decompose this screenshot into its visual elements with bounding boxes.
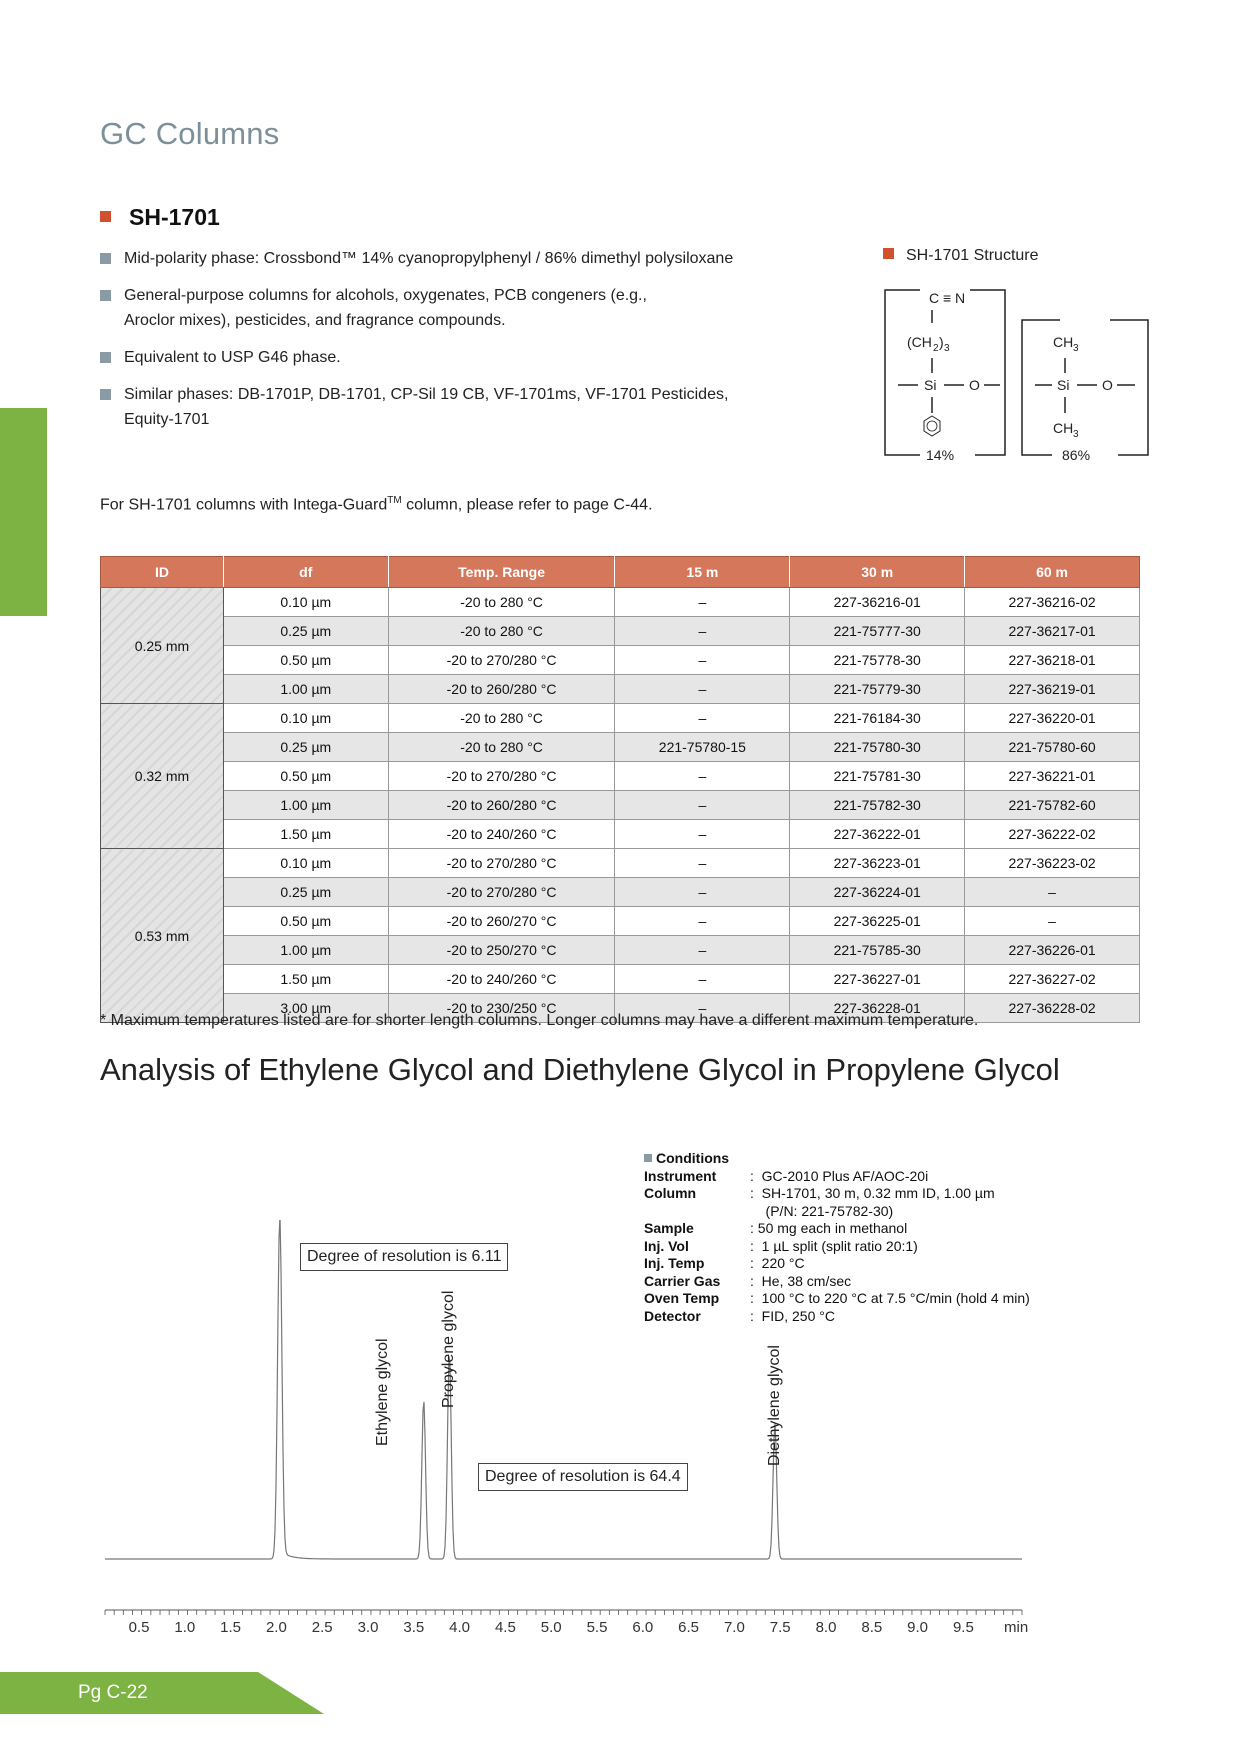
section-side-tab	[0, 408, 47, 616]
id-cell: 0.25 mm	[101, 588, 224, 704]
col-header-60m: 60 m	[965, 557, 1140, 588]
col-header-30m: 30 m	[790, 557, 965, 588]
id-cell: 0.53 mm	[101, 849, 224, 1023]
temp-range-cell: -20 to 260/280 °C	[388, 791, 615, 820]
phenyl-ring-icon	[924, 416, 940, 436]
temp-range-cell: -20 to 270/280 °C	[388, 762, 615, 791]
table-row	[101, 588, 1140, 617]
heading-square-icon	[883, 248, 894, 259]
table-row	[101, 849, 1140, 878]
condition-value: : 220 °C	[750, 1255, 805, 1271]
bullet-square-icon	[100, 290, 111, 301]
page-number: Pg C-22	[78, 1682, 148, 1703]
condition-value: : GC-2010 Plus AF/AOC-20i	[750, 1167, 929, 1184]
df-cell: 1.50 µm	[223, 820, 388, 849]
section-title: Analysis of Ethylene Glycol and Diethylene Glycol in Propylene Glycol	[100, 1052, 1060, 1087]
table-row	[101, 617, 1140, 646]
svg-text:Si: Si	[924, 377, 937, 393]
part-60m-cell: 227-36228-02	[965, 994, 1140, 1023]
x-tick-label: 6.0	[632, 1619, 654, 1636]
x-tick-label: 2.0	[265, 1619, 287, 1636]
part-15m-cell: –	[615, 675, 790, 704]
table-row	[101, 762, 1140, 791]
temp-range-cell: -20 to 280 °C	[388, 704, 615, 733]
percent-14: 14%	[926, 447, 955, 463]
table-row	[101, 965, 1140, 994]
intega-guard-note	[100, 495, 653, 514]
part-30m-cell: 221-75780-30	[790, 733, 965, 762]
column-catalog-table	[100, 556, 1140, 1023]
df-cell: 1.00 µm	[223, 675, 388, 704]
df-cell: 3.00 µm	[223, 994, 388, 1023]
heading-square-icon	[100, 211, 111, 222]
condition-row	[644, 1168, 1030, 1186]
page-title: GC Columns	[100, 116, 280, 151]
part-15m-cell: –	[615, 994, 790, 1023]
structure-label	[883, 247, 1039, 265]
part-15m-cell: –	[615, 820, 790, 849]
part-15m-cell: –	[615, 704, 790, 733]
condition-value: : 1 µL split (split ratio 20:1)	[750, 1237, 918, 1254]
feature-text: Equivalent to USP G46 phase.	[124, 349, 341, 366]
part-60m-cell: 227-36221-01	[965, 762, 1140, 791]
x-tick-label: 8.5	[861, 1619, 883, 1636]
feature-item	[100, 283, 780, 333]
part-30m-cell: 221-75781-30	[790, 762, 965, 791]
condition-value: (P/N: 221-75782-30)	[750, 1202, 894, 1219]
chromatogram-trace	[105, 1220, 1022, 1559]
temp-range-cell: -20 to 280 °C	[388, 733, 615, 762]
table-row	[101, 936, 1140, 965]
x-tick-label: 1.5	[220, 1619, 242, 1636]
temp-range-cell: -20 to 280 °C	[388, 588, 615, 617]
x-tick-label: 4.0	[449, 1619, 471, 1636]
part-15m-cell: –	[615, 762, 790, 791]
df-cell: 0.25 µm	[223, 878, 388, 907]
conditions-title: Conditions	[656, 1150, 730, 1166]
temp-range-cell: -20 to 260/280 °C	[388, 675, 615, 704]
condition-key: Detector	[644, 1307, 701, 1324]
feature-text: Similar phases: DB-1701P, DB-1701, CP-Sil 19 CB, VF-1701ms, VF-1701 Pesticides, Equity-1701	[124, 386, 729, 428]
x-tick-label: 3.0	[357, 1619, 379, 1636]
x-axis-unit: min	[1004, 1619, 1029, 1636]
part-60m-cell: 227-36216-02	[965, 588, 1140, 617]
condition-key: Sample	[644, 1220, 694, 1236]
part-15m-cell: –	[615, 936, 790, 965]
part-15m-cell: –	[615, 849, 790, 878]
product-heading	[100, 204, 220, 231]
df-cell: 0.50 µm	[223, 646, 388, 675]
part-15m-cell: –	[615, 878, 790, 907]
table-row	[101, 820, 1140, 849]
condition-key: Inj. Vol	[644, 1237, 689, 1254]
feature-item	[100, 345, 780, 370]
df-cell: 0.25 µm	[223, 617, 388, 646]
table-row	[101, 733, 1140, 762]
part-15m-cell: –	[615, 646, 790, 675]
peak-label-diethylene-glycol: Diethylene glycol	[766, 1345, 783, 1466]
x-tick-label: 5.5	[586, 1619, 608, 1636]
col-header-temp-range: Temp. Range	[388, 557, 615, 588]
condition-row	[644, 1203, 1030, 1221]
df-cell: 0.50 µm	[223, 762, 388, 791]
part-15m-cell: –	[615, 588, 790, 617]
bullet-square-icon	[100, 352, 111, 363]
part-15m-cell: –	[615, 907, 790, 936]
part-30m-cell: 221-75782-30	[790, 791, 965, 820]
condition-value: : He, 38 cm/sec	[750, 1272, 852, 1289]
col-header-df: df	[223, 557, 388, 588]
svg-text:O: O	[969, 377, 980, 393]
note-text: For SH-1701 columns with Intega-Guard	[100, 496, 388, 514]
x-tick-label: 1.0	[174, 1619, 196, 1636]
chemical-structure-diagram	[880, 285, 1150, 465]
df-cell: 1.00 µm	[223, 936, 388, 965]
part-60m-cell: 221-75780-60	[965, 733, 1140, 762]
product-name: SH-1701	[129, 204, 220, 230]
part-15m-cell: 221-75780-15	[615, 733, 790, 762]
temp-range-cell: -20 to 270/280 °C	[388, 849, 615, 878]
page-number-tab	[0, 1672, 324, 1714]
condition-value: : 100 °C to 220 °C at 7.5 °C/min (hold 4 min)	[750, 1290, 1030, 1306]
table-row	[101, 646, 1140, 675]
condition-value: : 50 mg each in methanol	[750, 1220, 908, 1236]
condition-key: Instrument	[644, 1167, 717, 1184]
col-header-15m: 15 m	[615, 557, 790, 588]
part-15m-cell: –	[615, 617, 790, 646]
condition-value: : SH-1701, 30 m, 0.32 mm ID, 1.00 µm	[750, 1185, 995, 1201]
temp-range-cell: -20 to 240/260 °C	[388, 820, 615, 849]
feature-text: Mid-polarity phase: Crossbond™ 14% cyanopropylphenyl / 86% dimethyl polysiloxane	[124, 250, 734, 267]
table-row	[101, 791, 1140, 820]
part-60m-cell: 227-36222-02	[965, 820, 1140, 849]
x-tick-label: 9.5	[952, 1619, 974, 1636]
table-row	[101, 907, 1140, 936]
condition-key: Inj. Temp	[644, 1255, 705, 1271]
part-60m-cell: 227-36218-01	[965, 646, 1140, 675]
svg-text:CH: CH	[1053, 420, 1074, 436]
x-tick-label: 6.5	[678, 1619, 700, 1636]
x-tick-label: 2.5	[311, 1619, 333, 1636]
temp-range-cell: -20 to 280 °C	[388, 617, 615, 646]
part-30m-cell: 221-75777-30	[790, 617, 965, 646]
part-60m-cell: 221-75782-60	[965, 791, 1140, 820]
part-60m-cell: –	[965, 878, 1140, 907]
part-60m-cell: 227-36217-01	[965, 617, 1140, 646]
x-tick-label: 4.5	[494, 1619, 516, 1636]
structure-label-text: SH-1701 Structure	[906, 247, 1039, 264]
part-30m-cell: 227-36224-01	[790, 878, 965, 907]
x-tick-label: 7.0	[723, 1619, 745, 1636]
df-cell: 1.50 µm	[223, 965, 388, 994]
x-tick-label: 9.0	[907, 1619, 929, 1636]
x-tick-label: 0.5	[128, 1619, 150, 1636]
trademark: TM	[387, 495, 402, 506]
table-row	[101, 878, 1140, 907]
part-30m-cell: 227-36227-01	[790, 965, 965, 994]
part-30m-cell: 227-36223-01	[790, 849, 965, 878]
condition-value: : FID, 250 °C	[750, 1307, 835, 1324]
df-cell: 0.50 µm	[223, 907, 388, 936]
feature-list	[100, 246, 780, 444]
temp-range-cell: -20 to 270/280 °C	[388, 646, 615, 675]
chromatogram	[100, 1220, 1040, 1645]
condition-key: Column	[644, 1185, 697, 1201]
bullet-square-icon	[100, 389, 111, 400]
resolution-annotation-1: Degree of resolution is 6.11	[300, 1243, 508, 1271]
part-30m-cell: 227-36216-01	[790, 588, 965, 617]
part-30m-cell: 221-76184-30	[790, 704, 965, 733]
part-30m-cell: 227-36225-01	[790, 907, 965, 936]
svg-text:O: O	[1102, 377, 1113, 393]
svg-text:): )	[939, 334, 944, 350]
feature-item	[100, 246, 780, 271]
part-60m-cell: 227-36226-01	[965, 936, 1140, 965]
feature-text: General-purpose columns for alcohols, oxygenates, PCB congeners (e.g., Aroclor mixes), pesticides, and fragrance compounds.	[124, 287, 647, 329]
condition-key: Carrier Gas	[644, 1272, 721, 1289]
part-30m-cell: 227-36222-01	[790, 820, 965, 849]
df-cell: 0.10 µm	[223, 588, 388, 617]
table-header-row	[101, 557, 1140, 588]
percent-86: 86%	[1062, 447, 1091, 463]
x-tick-label: 8.0	[815, 1619, 837, 1636]
temp-range-cell: -20 to 270/280 °C	[388, 878, 615, 907]
bullet-square-icon	[100, 253, 111, 264]
part-60m-cell: 227-36227-02	[965, 965, 1140, 994]
part-60m-cell: 227-36223-02	[965, 849, 1140, 878]
note-text: column, please refer to page C-44.	[401, 496, 653, 514]
cyano-group: C ≡ N	[929, 290, 966, 306]
temp-range-cell: -20 to 240/260 °C	[388, 965, 615, 994]
temp-range-cell: -20 to 260/270 °C	[388, 907, 615, 936]
svg-text:CH: CH	[1053, 334, 1074, 350]
condition-row	[644, 1185, 1030, 1203]
part-30m-cell: 221-75779-30	[790, 675, 965, 704]
part-15m-cell: –	[615, 965, 790, 994]
part-60m-cell: –	[965, 907, 1140, 936]
temp-range-cell: -20 to 250/270 °C	[388, 936, 615, 965]
df-cell: 0.10 µm	[223, 849, 388, 878]
part-30m-cell: 221-75785-30	[790, 936, 965, 965]
part-15m-cell: –	[615, 791, 790, 820]
bullet-square-icon	[644, 1154, 652, 1162]
df-cell: 0.10 µm	[223, 704, 388, 733]
part-60m-cell: 227-36220-01	[965, 704, 1140, 733]
part-60m-cell: 227-36219-01	[965, 675, 1140, 704]
resolution-annotation-2: Degree of resolution is 64.4	[478, 1463, 688, 1491]
condition-key: Oven Temp	[644, 1290, 720, 1306]
svg-text:3: 3	[944, 343, 950, 354]
col-header-id: ID	[101, 557, 224, 588]
peak-label-ethylene-glycol: Ethylene glycol	[374, 1338, 391, 1446]
temp-range-cell: -20 to 230/250 °C	[388, 994, 615, 1023]
condition-key	[644, 1203, 750, 1221]
part-30m-cell: 221-75778-30	[790, 646, 965, 675]
chromatogram-plot	[100, 1220, 1040, 1640]
x-tick-label: 3.5	[403, 1619, 425, 1636]
svg-text:Si: Si	[1057, 377, 1070, 393]
svg-text:3: 3	[1073, 343, 1079, 354]
table-row	[101, 675, 1140, 704]
x-tick-label: 7.5	[769, 1619, 791, 1636]
feature-item	[100, 382, 780, 432]
df-cell: 0.25 µm	[223, 733, 388, 762]
df-cell: 1.00 µm	[223, 791, 388, 820]
x-tick-label: 5.0	[540, 1619, 562, 1636]
table-row	[101, 704, 1140, 733]
svg-text:3: 3	[1073, 429, 1079, 440]
svg-text:(CH: (CH	[907, 334, 932, 350]
peak-label-propylene-glycol: Propylene glycol	[440, 1290, 457, 1408]
table-footnote: * Maximum temperatures listed are for shorter length columns. Longer columns may have a different maximum temperature.	[100, 1012, 979, 1029]
conditions-heading	[644, 1150, 1030, 1168]
id-cell: 0.32 mm	[101, 704, 224, 849]
part-30m-cell: 227-36228-01	[790, 994, 965, 1023]
svg-text:2: 2	[933, 343, 939, 354]
